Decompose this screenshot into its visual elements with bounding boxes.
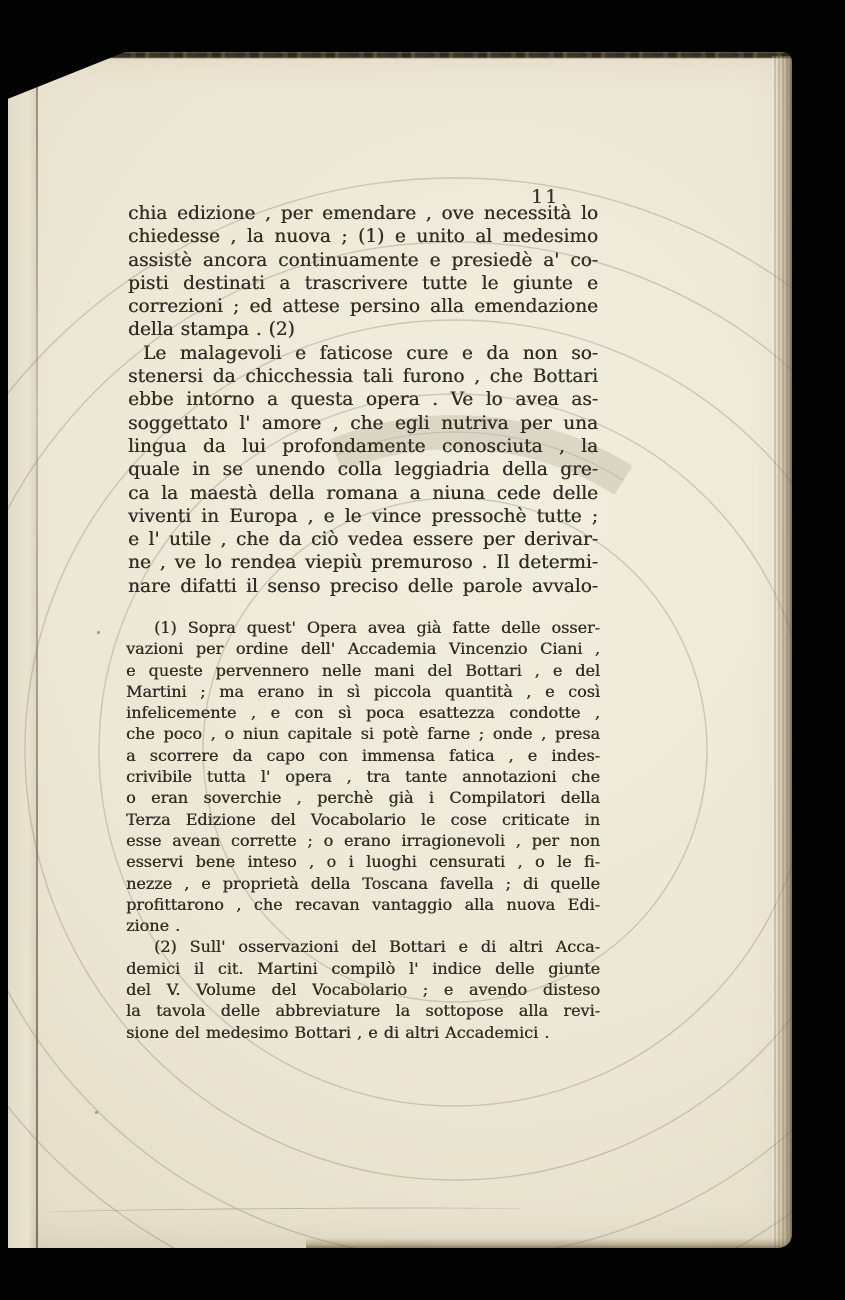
text-line: nezze , e proprietà della Toscana favella ; di quelle xyxy=(126,873,600,893)
text-line: crivibile tutta l' opera , tra tante annotazioni che xyxy=(126,767,600,787)
text-line: sione del medesimo Bottari , e di altri Accademici . xyxy=(126,1022,550,1042)
text-line: che poco , o niun capitale si potè farne ; onde , presa xyxy=(126,724,600,744)
text-line: soggettato l' amore , che egli nutriva per una xyxy=(128,412,598,434)
text-line: quale in se unendo colla leggiadria della gre- xyxy=(128,459,598,481)
text-line: nare difatti il senso preciso delle parole avvalo- xyxy=(128,575,598,597)
paper-crease xyxy=(45,1206,523,1212)
text-line: chia edizione , per emendare , ove necessità lo xyxy=(128,203,598,224)
footnote-2 xyxy=(126,936,600,1042)
text-line: zione . xyxy=(126,916,181,936)
text-line: ne , ve lo rendea viepiù premuroso . Il determi- xyxy=(128,552,598,574)
text-line: della stampa . (2) xyxy=(128,319,295,341)
page-top-edge xyxy=(8,52,792,58)
paragraph xyxy=(128,202,598,342)
text-line: del V. Volume del Vocabolario ; e avendo disteso xyxy=(126,980,600,1000)
text-line: Martini ; ma erano in sì piccola quantità , e così xyxy=(126,681,600,701)
footnotes xyxy=(126,617,600,1043)
text-line: correzioni ; ed attese persino alla emendazione xyxy=(128,296,598,318)
text-line: e l' utile , che da ciò vedea essere per derivar- xyxy=(128,529,598,551)
text-line: pisti destinati a trascrivere tutte le giunte e xyxy=(128,272,598,294)
page-stack-right-edge xyxy=(772,56,792,1248)
text-line: ebbe intorno a questa opera . Ve lo avea as- xyxy=(128,389,598,411)
text-line: stenersi da chicchessia tali furono , che Bottari xyxy=(128,366,598,388)
text-line: esservi bene inteso , o i luoghi censurati , o le fi- xyxy=(126,852,600,872)
text-line: o eran soverchie , perchè già i Compilatori della xyxy=(126,788,600,808)
text-line: vazioni per ordine dell' Accademia Vincenzio Ciani , xyxy=(126,639,600,659)
text-line: infelicemente , e con sì poca esattezza condotte , xyxy=(126,703,600,723)
text-line: esse avean corrette ; o erano irragionevoli , per non xyxy=(126,830,600,850)
main-text xyxy=(128,202,598,598)
gutter-fold-line xyxy=(36,52,38,1248)
text-line: ca la maestà della romana a niuna cede delle xyxy=(128,482,598,504)
book-page xyxy=(8,52,792,1248)
text-line: viventi in Europa , e le vince pressochè tutte ; xyxy=(128,505,598,527)
text-line: assistè ancora continuamente e presiedè a' co- xyxy=(128,249,598,271)
text-line: (2) Sull' osservazioni del Bottari e di altri Acca- xyxy=(154,937,600,957)
text-line: profittarono , che recavan vantaggio alla nuova Edi- xyxy=(126,894,600,914)
text-line: chiedesse , la nuova ; (1) e unito al medesimo xyxy=(128,226,598,248)
text-line: Terza Edizione del Vocabolario le cose criticate in xyxy=(126,809,600,829)
text-line: lingua da lui profondamente conosciuta , la xyxy=(128,435,598,457)
text-line: la tavola delle abbreviature la sottopose alla revi- xyxy=(126,1001,600,1021)
paragraph xyxy=(128,342,598,598)
footnote-1 xyxy=(126,617,600,936)
page-stack-bottom-edge xyxy=(306,1238,792,1248)
text-line: e queste pervennero nelle mani del Bottari , e del xyxy=(126,660,600,680)
text-line: Le malagevoli e faticose cure e da non so- xyxy=(143,342,598,364)
text-line: demici il cit. Martini compilò l' indice delle giunte xyxy=(126,958,600,978)
text-line: a scorrere da capo con immensa fatica , e indes- xyxy=(126,745,600,765)
text-line: (1) Sopra quest' Opera avea già fatte delle osser- xyxy=(154,618,600,637)
page-number: 11 xyxy=(531,186,560,208)
gutter-shade xyxy=(8,52,36,1248)
